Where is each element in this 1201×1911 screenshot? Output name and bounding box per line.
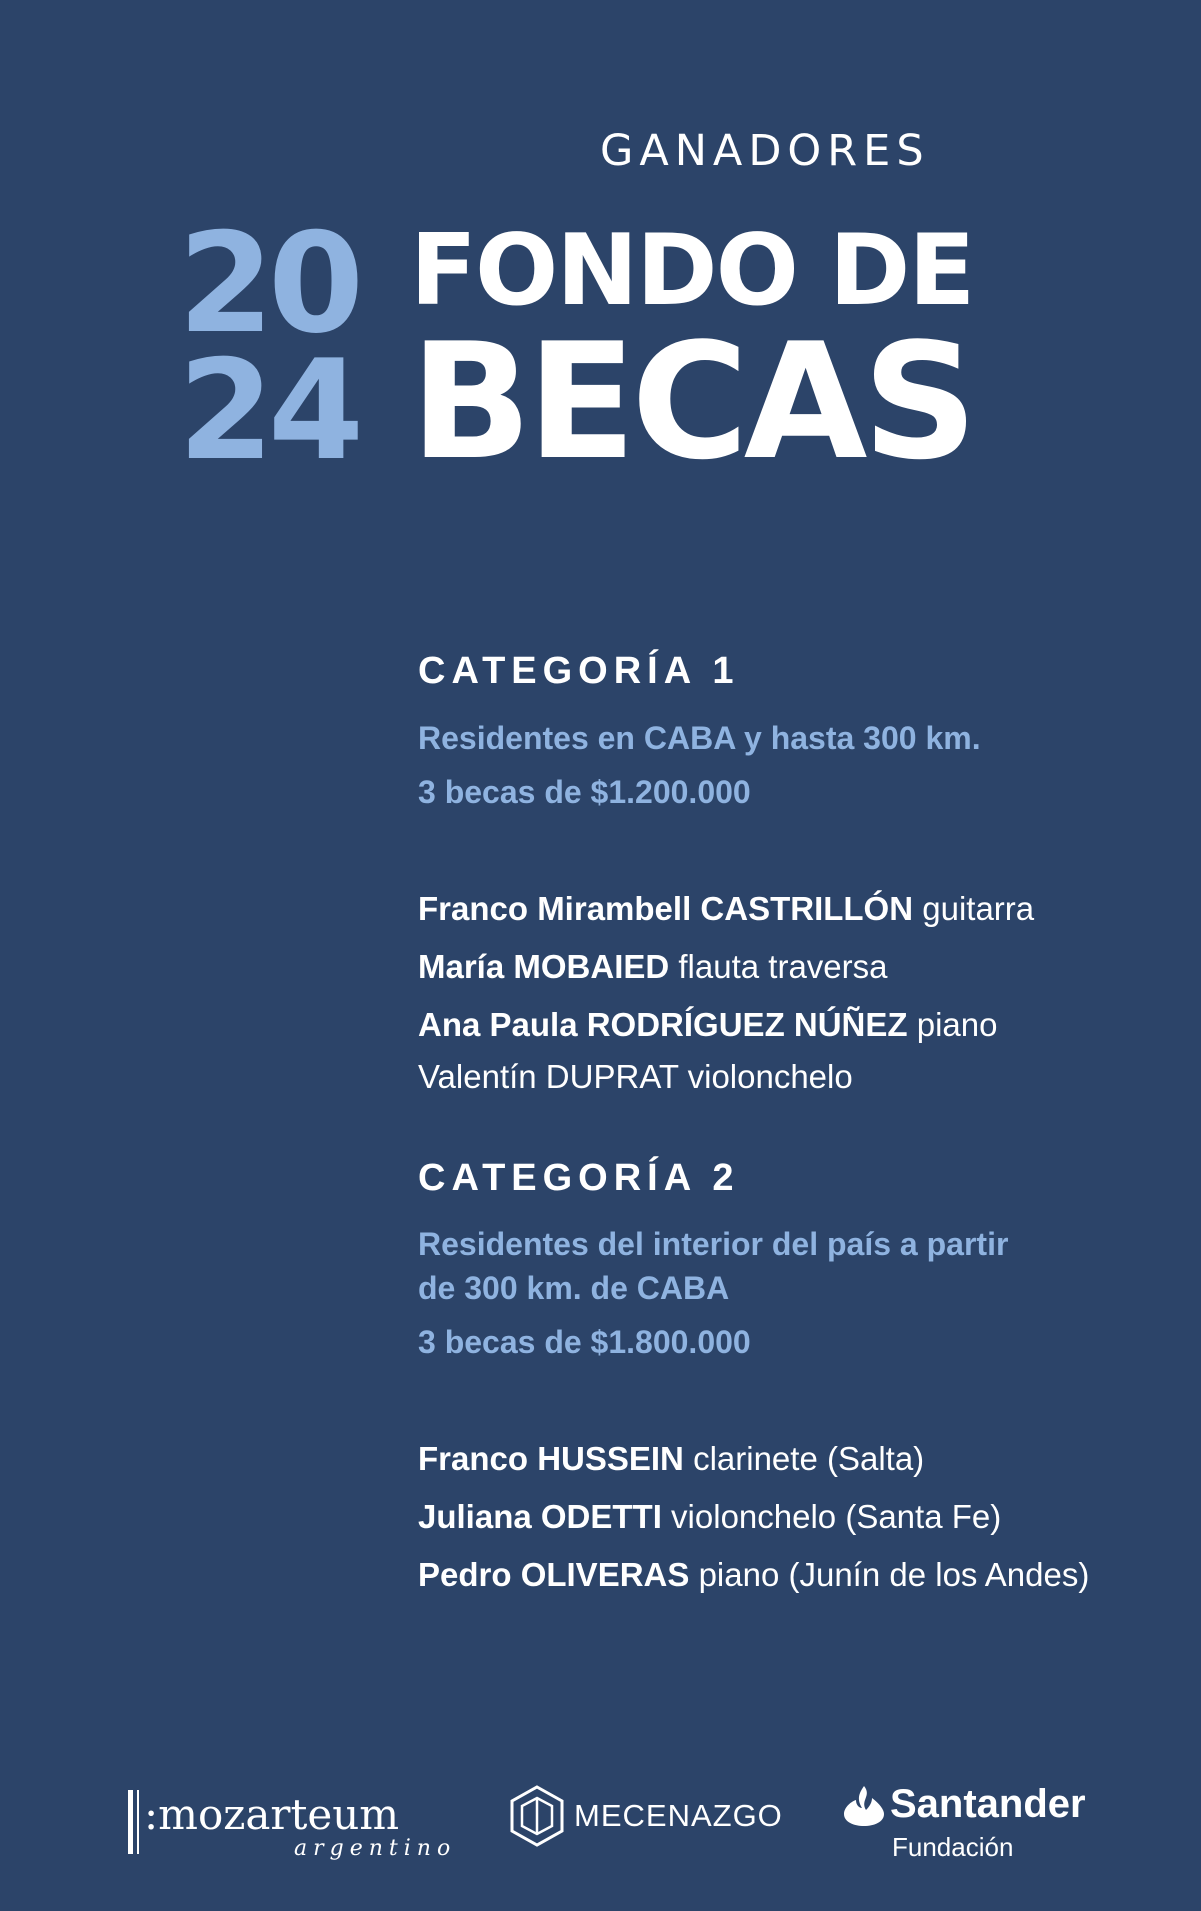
- kicker-text: GANADORES: [600, 126, 930, 176]
- mozarteum-subtitle: argentino: [294, 1836, 457, 1861]
- winner-instrument: piano: [916, 1006, 998, 1043]
- winner-item: [418, 1060, 853, 1093]
- santander-wordmark: Santander: [890, 1782, 1086, 1826]
- winner-name: Franco Mirambell CASTRILLÓN: [418, 890, 914, 927]
- winner-name: Franco HUSSEIN: [418, 1440, 684, 1477]
- winner-item: [418, 1500, 1001, 1533]
- winner-instrument: piano (Junín de los Andes): [698, 1556, 1090, 1593]
- winner-name: Juliana ODETTI: [418, 1498, 662, 1535]
- mozarteum-bar-icon: [137, 1790, 139, 1854]
- year-top: 20: [178, 203, 359, 364]
- category-2-desc-line: 3 becas de $1.800.000: [418, 1324, 751, 1360]
- category-2-heading: CATEGORÍA 2: [418, 1157, 740, 1199]
- santander-flame-icon: [842, 1784, 886, 1828]
- mozarteum-wordmark: :mozarteum: [144, 1790, 400, 1839]
- category-2-desc-line: de 300 km. de CABA: [418, 1270, 730, 1306]
- winner-item: [418, 1442, 924, 1475]
- category-1-heading: CATEGORÍA 1: [418, 650, 740, 692]
- winner-name: Pedro OLIVERAS: [418, 1556, 690, 1593]
- winner-instrument: guitarra: [922, 890, 1035, 927]
- title-line2: BECAS: [410, 308, 973, 495]
- footer-logos: [0, 1770, 1201, 1890]
- category-1-desc-line: 3 becas de $1.200.000: [418, 774, 751, 810]
- category-2-desc-line: Residentes del interior del país a partir: [418, 1226, 1009, 1262]
- category-1-desc-line: Residentes en CABA y hasta 300 km.: [418, 720, 981, 756]
- year-bottom: 24: [178, 330, 359, 491]
- mozarteum-logo: [124, 1782, 457, 1862]
- winner-instrument: violonchelo (Santa Fe): [671, 1498, 1002, 1535]
- winner-name: Valentín DUPRAT violonchelo: [418, 1058, 853, 1095]
- winner-instrument: clarinete (Salta): [693, 1440, 925, 1477]
- santander-subtitle: Fundación: [892, 1832, 1014, 1862]
- winner-item: [418, 1008, 997, 1041]
- mecenazgo-logo: [508, 1784, 788, 1854]
- mecenazgo-wordmark: MECENAZGO: [574, 1798, 783, 1833]
- mozarteum-bar-icon: [128, 1790, 133, 1854]
- category-2-description: [418, 1222, 1118, 1364]
- santander-logo: [842, 1782, 1092, 1872]
- winner-instrument: flauta traversa: [678, 948, 888, 985]
- winner-item: [418, 892, 1034, 925]
- mecenazgo-hexagon-icon: [508, 1784, 566, 1848]
- category-1-description: [418, 716, 1118, 814]
- winner-item: [418, 1558, 1089, 1591]
- winner-item: [418, 950, 888, 983]
- winner-name: María MOBAIED: [418, 948, 670, 985]
- title-line1: FONDO DE: [410, 214, 974, 328]
- winner-name: Ana Paula RODRÍGUEZ NÚÑEZ: [418, 1006, 908, 1043]
